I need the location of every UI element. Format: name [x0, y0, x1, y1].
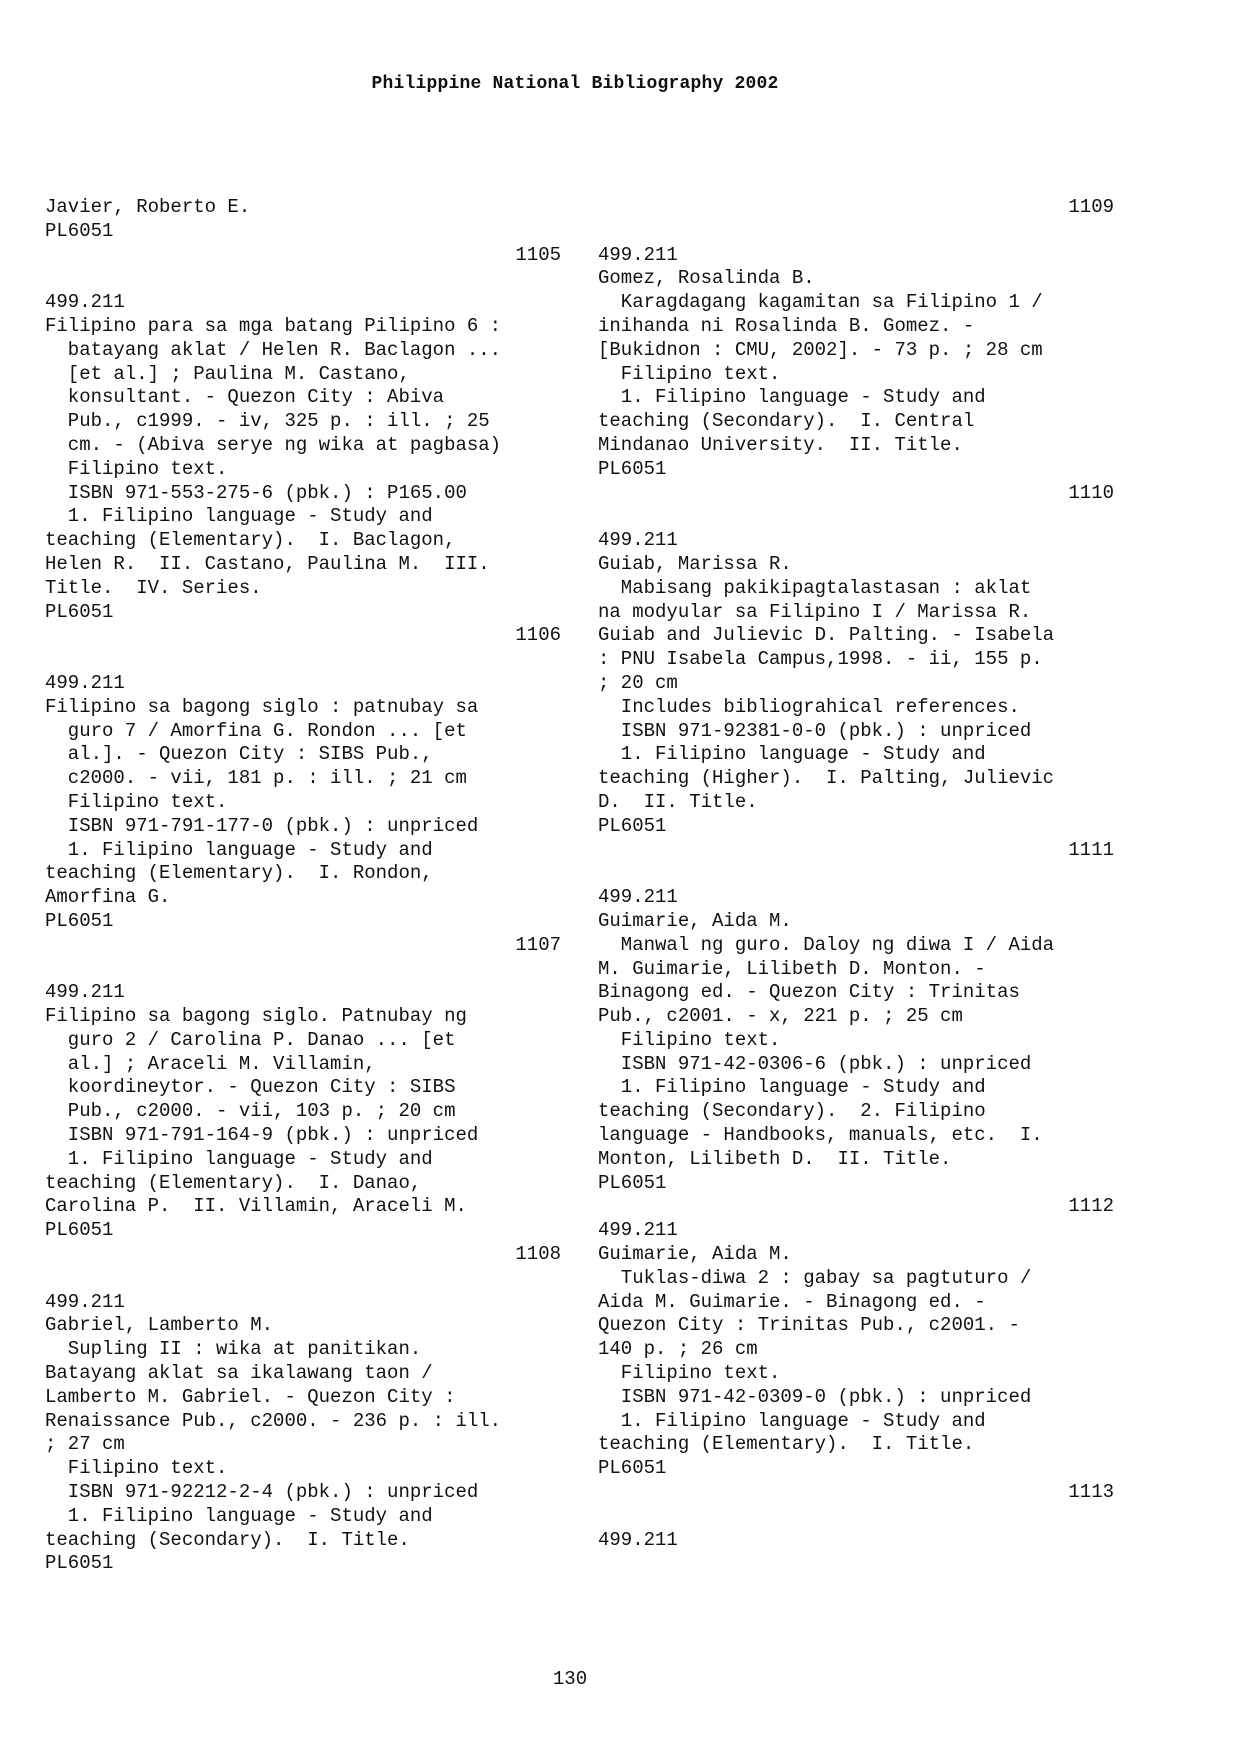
entry-line: ISBN 971-42-0306-6 (pbk.) : unpriced [598, 1052, 1032, 1075]
entry-line: PL6051 [45, 1219, 114, 1242]
entry-number: 1106 [515, 624, 561, 647]
entry-line: ISBN 971-92381-0-0 (pbk.) : unpriced [598, 719, 1032, 742]
entry-line: PL6051 [45, 909, 114, 932]
blank-line [45, 958, 561, 982]
entry-line: Pub., c2001. - x, 221 p. ; 25 cm [598, 1005, 963, 1028]
entry-line: PL6051 [598, 814, 667, 837]
entry-line: teaching (Elementary). I. Danao, [45, 1171, 422, 1194]
entry-line: 1. Filipino language - Study and [45, 838, 433, 861]
entry-line: teaching (Secondary). I. Title. [45, 1528, 410, 1551]
entry-line: ; 27 cm [45, 1433, 125, 1456]
entry-line: Filipino text. [45, 1457, 228, 1480]
entry-line: Filipino text. [598, 1028, 781, 1051]
entry-number: 1110 [1068, 481, 1114, 504]
entry-line: Aida M. Guimarie. - Binagong ed. - [598, 1290, 986, 1313]
entry-line: teaching (Elementary). I. Rondon, [45, 862, 433, 885]
left-column [45, 196, 561, 1576]
entry-number: 1105 [515, 243, 561, 266]
blank-line [598, 862, 1114, 886]
entry-line: ; 20 cm [598, 671, 678, 694]
entry-line: Filipino sa bagong siglo. Patnubay ng [45, 1005, 467, 1028]
entry-line: guro 7 / Amorfina G. Rondon ... [et [45, 719, 467, 742]
blank-line [598, 1505, 1114, 1529]
entry-line: batayang aklat / Helen R. Baclagon ... [45, 338, 502, 361]
entry-line: 1. Filipino language - Study and [598, 1076, 986, 1099]
entry-line: 1. Filipino language - Study and [45, 1504, 433, 1527]
entry-line: Pub., c1999. - iv, 325 p. : ill. ; 25 [45, 410, 490, 433]
entry-line: Pub., c2000. - vii, 103 p. ; 20 cm [45, 1100, 456, 1123]
entry-line: Renaissance Pub., c2000. - 236 p. : ill. [45, 1409, 502, 1432]
blank-line [45, 267, 561, 291]
entry-line: ISBN 971-791-164-9 (pbk.) : unpriced [45, 1124, 479, 1147]
entry-line: Guiab and Julievic D. Palting. - Isabela [598, 624, 1055, 647]
entry-line: Batayang aklat sa ikalawang taon / [45, 1362, 433, 1385]
blank-line [598, 505, 1114, 529]
entry-line: Karagdagang kagamitan sa Filipino 1 / [598, 291, 1043, 314]
entry-line: 1. Filipino language - Study and [598, 743, 986, 766]
entry-line: PL6051 [598, 1457, 667, 1480]
entry-line: : PNU Isabela Campus,1998. - ii, 155 p. [598, 648, 1043, 671]
entry-line: 499.211 [45, 1290, 125, 1313]
entry-line: Amorfina G. [45, 886, 171, 909]
entry-line: koordineytor. - Quezon City : SIBS [45, 1076, 456, 1099]
entry-line: Gabriel, Lamberto M. [45, 1314, 274, 1337]
entry-line: PL6051 [598, 1171, 667, 1194]
entry-line: konsultant. - Quezon City : Abiva [45, 386, 445, 409]
entry-line: cm. - (Abiva serye ng wika at pagbasa) [45, 433, 502, 456]
entry-line: teaching (Elementary). I. Title. [598, 1433, 975, 1456]
blank-line [45, 648, 561, 672]
right-column [598, 196, 1114, 1552]
entry-line: ISBN 971-92212-2-4 (pbk.) : unpriced [45, 1481, 479, 1504]
entry-line: 1. Filipino language - Study and [45, 1147, 433, 1170]
entry-line: c2000. - vii, 181 p. : ill. ; 21 cm [45, 767, 467, 790]
entry-line: Guiab, Marissa R. [598, 552, 792, 575]
blank-line [598, 220, 1114, 244]
entry-line: guro 2 / Carolina P. Danao ... [et [45, 1028, 456, 1051]
entry-line: 1. Filipino language - Study and [598, 1409, 986, 1432]
entry-line: Title. IV. Series. [45, 576, 262, 599]
entry-line: ISBN 971-553-275-6 (pbk.) : P165.00 [45, 481, 467, 504]
blank-line [45, 1267, 561, 1291]
entry-line: 499.211 [598, 529, 678, 552]
entry-number: 1109 [1068, 196, 1114, 218]
entry-number: 1107 [515, 933, 561, 956]
entry-line: Filipino sa bagong siglo : patnubay sa [45, 695, 479, 718]
entry-line: Quezon City : Trinitas Pub., c2001. - [598, 1314, 1020, 1337]
entry-line: teaching (Elementary). I. Baclagon, [45, 529, 456, 552]
entry-line: PL6051 [598, 457, 667, 480]
entry-line: PL6051 [45, 219, 114, 242]
entry-number: 1108 [515, 1243, 561, 1266]
entry-line: al.] ; Araceli M. Villamin, [45, 1052, 376, 1075]
entry-line: 499.211 [598, 886, 678, 909]
entry-line: Carolina P. II. Villamin, Araceli M. [45, 1195, 467, 1218]
entry-line: Mindanao University. II. Title. [598, 433, 963, 456]
entry-line: inihanda ni Rosalinda B. Gomez. - [598, 314, 975, 337]
entry-line: language - Handbooks, manuals, etc. I. [598, 1124, 1043, 1147]
entry-line: Monton, Lilibeth D. II. Title. [598, 1147, 952, 1170]
entry-line: Tuklas-diwa 2 : gabay sa pagtuturo / [598, 1266, 1032, 1289]
entry-line: 499.211 [598, 1528, 678, 1551]
entry-line: PL6051 [45, 1552, 114, 1575]
entry-line: 499.211 [598, 243, 678, 266]
entry-line: D. II. Title. [598, 790, 758, 813]
entry-line: 499.211 [45, 291, 125, 314]
entry-number: 1113 [1068, 1481, 1114, 1504]
entry-line: Manwal ng guro. Daloy ng diwa I / Aida [598, 933, 1055, 956]
entry-line: Binagong ed. - Quezon City : Trinitas [598, 981, 1020, 1004]
entry-line: M. Guimarie, Lilibeth D. Monton. - [598, 957, 986, 980]
entry-line: ISBN 971-42-0309-0 (pbk.) : unpriced [598, 1385, 1032, 1408]
entry-line: 499.211 [45, 981, 125, 1004]
entry-line: 1. Filipino language - Study and [598, 386, 986, 409]
entry-line: teaching (Secondary). I. Central [598, 410, 975, 433]
entry-line: Filipino text. [45, 457, 228, 480]
entry-line: 499.211 [598, 1219, 678, 1242]
entry-line: Javier, Roberto E. [45, 196, 251, 218]
entry-line: Filipino para sa mga batang Pilipino 6 : [45, 314, 502, 337]
entry-line: Guimarie, Aida M. [598, 1243, 792, 1266]
entry-line: [Bukidnon : CMU, 2002]. - 73 p. ; 28 cm [598, 338, 1043, 361]
entry-line: Includes bibliograhical references. [598, 695, 1020, 718]
entry-line: teaching (Higher). I. Palting, Julievic [598, 767, 1055, 790]
entry-line: 1. Filipino language - Study and [45, 505, 433, 528]
entry-line: PL6051 [45, 600, 114, 623]
entry-line: Filipino text. [45, 790, 228, 813]
entry-line: Gomez, Rosalinda B. [598, 267, 815, 290]
entry-line: Lamberto M. Gabriel. - Quezon City : [45, 1385, 456, 1408]
entry-line: ISBN 971-791-177-0 (pbk.) : unpriced [45, 814, 479, 837]
entry-line: al.]. - Quezon City : SIBS Pub., [45, 743, 433, 766]
page-title: Philippine National Bibliography 2002 [371, 74, 779, 94]
entry-line: Filipino text. [598, 1362, 781, 1385]
page-number: 130 [552, 1668, 588, 1690]
entry-line: teaching (Secondary). 2. Filipino [598, 1100, 986, 1123]
entry-number: 1111 [1068, 838, 1114, 861]
entry-line: Filipino text. [598, 362, 781, 385]
entry-line: Guimarie, Aida M. [598, 909, 792, 932]
entry-line: Supling II : wika at panitikan. [45, 1338, 422, 1361]
entry-line: [et al.] ; Paulina M. Castano, [45, 362, 410, 385]
entry-line: na modyular sa Filipino I / Marissa R. [598, 600, 1032, 623]
entry-line: 499.211 [45, 671, 125, 694]
entry-line: Mabisang pakikipagtalastasan : aklat [598, 576, 1032, 599]
entry-number: 1112 [1068, 1195, 1114, 1218]
entry-line: 140 p. ; 26 cm [598, 1338, 758, 1361]
entry-line: Helen R. II. Castano, Paulina M. III. [45, 552, 490, 575]
